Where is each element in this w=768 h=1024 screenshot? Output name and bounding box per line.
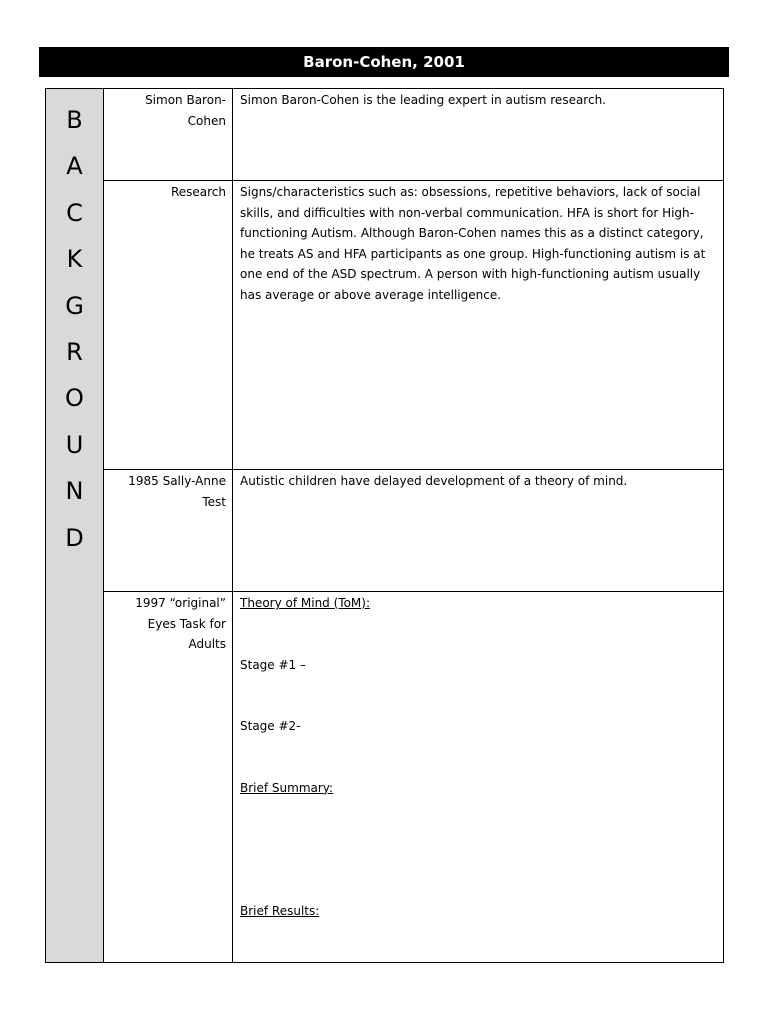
table-row — [46, 89, 724, 181]
section-letter: D — [65, 523, 84, 552]
table-row — [46, 470, 724, 592]
row-content-eyes-task[interactable] — [233, 592, 724, 963]
section-label-background — [46, 89, 104, 963]
stage-2-label: Stage #2- — [240, 719, 301, 734]
table-row — [46, 181, 724, 470]
section-letter: A — [66, 152, 83, 181]
theory-of-mind-heading: Theory of Mind (ToM): — [240, 596, 371, 610]
row-label-sally-anne-test: 1985 Sally-Anne Test — [104, 470, 233, 592]
document-title: Baron-Cohen, 2001 — [39, 47, 729, 77]
brief-summary-heading: Brief Summary: — [240, 780, 334, 795]
section-letter: K — [66, 245, 83, 274]
section-letter: R — [66, 338, 83, 367]
section-letter: N — [65, 477, 84, 506]
brief-results-heading: Brief Results: — [240, 904, 320, 919]
section-letter: U — [65, 430, 84, 459]
section-letter: C — [66, 198, 83, 227]
row-label-simon-baron-cohen: Simon Baron-Cohen — [104, 89, 233, 181]
table-row — [46, 592, 724, 963]
section-letter: B — [66, 106, 83, 134]
row-content-simon-baron-cohen[interactable]: Simon Baron-Cohen is the leading expert in autism research. — [233, 89, 724, 181]
stage-1-label: Stage #1 – — [240, 657, 306, 672]
row-label-eyes-task: 1997 “original” Eyes Task for Adults — [104, 592, 233, 963]
section-letter: O — [65, 384, 84, 413]
row-label-research: Research — [104, 181, 233, 470]
section-letters — [46, 97, 103, 561]
section-letter: G — [65, 291, 84, 320]
row-content-research[interactable]: Signs/characteristics such as: obsessions, repetitive behaviors, lack of social skills, and difficulties with non-verbal communication. HFA is short for High-functioning Autism. Although Baron-Cohen names this as a distinct category, he treats AS and HFA participants as one group. High-functioning autism is at one end of the ASD spectrum. A person with high-functioning autism usually has average or above average intelligence. — [233, 181, 724, 470]
row-content-sally-anne-test[interactable]: Autistic children have delayed development of a theory of mind. — [233, 470, 724, 592]
worksheet-table — [45, 88, 724, 963]
